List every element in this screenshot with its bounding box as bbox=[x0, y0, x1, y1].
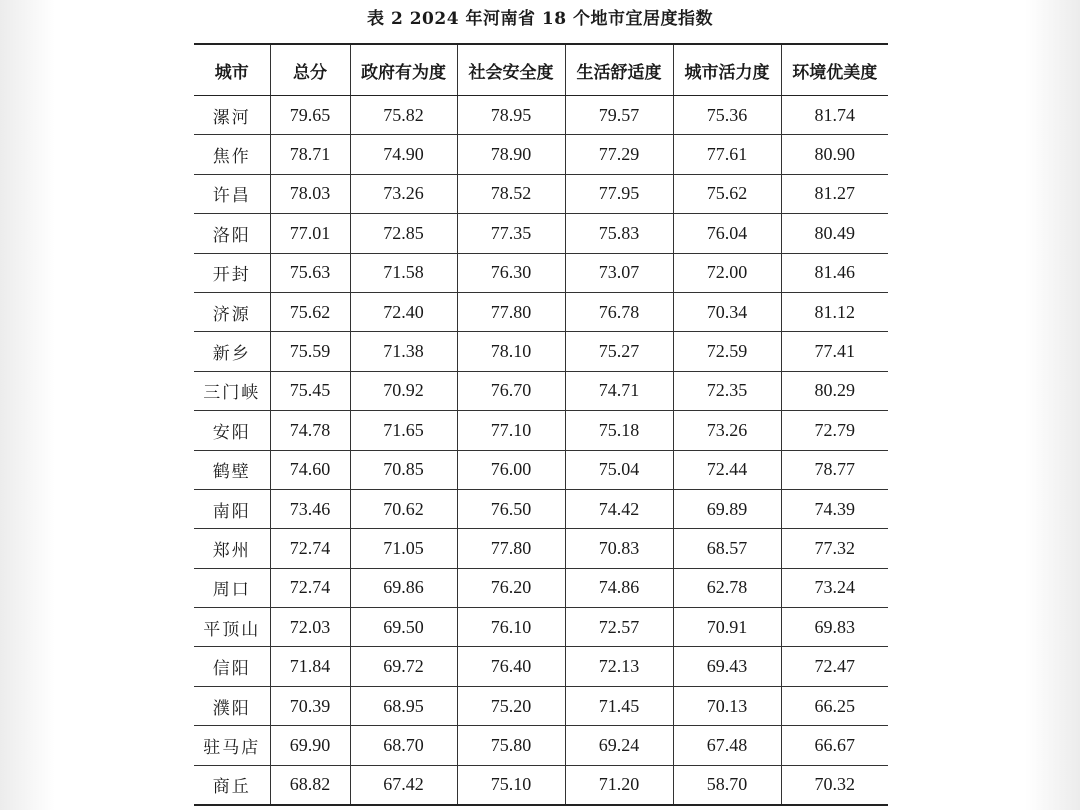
cell-comfort: 77.95 bbox=[565, 174, 673, 213]
cell-comfort: 74.71 bbox=[565, 371, 673, 410]
cell-vitality: 72.35 bbox=[673, 371, 781, 410]
cell-city: 濮阳 bbox=[194, 686, 270, 725]
cell-environment: 72.79 bbox=[781, 411, 888, 450]
header-city: 城市 bbox=[194, 44, 270, 96]
cell-government: 72.40 bbox=[350, 292, 457, 331]
cell-comfort: 72.57 bbox=[565, 608, 673, 647]
table-row bbox=[194, 332, 888, 371]
cell-safety: 76.00 bbox=[457, 450, 565, 489]
cell-total: 75.63 bbox=[270, 253, 350, 292]
header-total: 总分 bbox=[270, 44, 350, 96]
cell-safety: 78.52 bbox=[457, 174, 565, 213]
cell-total: 72.03 bbox=[270, 608, 350, 647]
cell-safety: 76.10 bbox=[457, 608, 565, 647]
cell-vitality: 72.44 bbox=[673, 450, 781, 489]
cell-total: 79.65 bbox=[270, 96, 350, 135]
cell-city: 济源 bbox=[194, 292, 270, 331]
cell-government: 69.50 bbox=[350, 608, 457, 647]
cell-government: 70.85 bbox=[350, 450, 457, 489]
cell-vitality: 75.62 bbox=[673, 174, 781, 213]
table-row bbox=[194, 647, 888, 686]
cell-comfort: 73.07 bbox=[565, 253, 673, 292]
cell-city: 洛阳 bbox=[194, 214, 270, 253]
cell-comfort: 76.78 bbox=[565, 292, 673, 331]
cell-environment: 77.41 bbox=[781, 332, 888, 371]
cell-comfort: 75.27 bbox=[565, 332, 673, 371]
cell-safety: 76.70 bbox=[457, 371, 565, 410]
cell-environment: 74.39 bbox=[781, 489, 888, 528]
table-row bbox=[194, 608, 888, 647]
cell-environment: 78.77 bbox=[781, 450, 888, 489]
cell-safety: 76.30 bbox=[457, 253, 565, 292]
cell-city: 新乡 bbox=[194, 332, 270, 371]
cell-city: 三门峡 bbox=[194, 371, 270, 410]
cell-total: 68.82 bbox=[270, 765, 350, 805]
cell-government: 69.72 bbox=[350, 647, 457, 686]
cell-safety: 77.10 bbox=[457, 411, 565, 450]
header-environment: 环境优美度 bbox=[781, 44, 888, 96]
cell-vitality: 67.48 bbox=[673, 726, 781, 765]
livability-index-table bbox=[194, 43, 888, 806]
cell-environment: 80.90 bbox=[781, 135, 888, 174]
table-row bbox=[194, 489, 888, 528]
cell-city: 南阳 bbox=[194, 489, 270, 528]
cell-environment: 80.29 bbox=[781, 371, 888, 410]
table-row bbox=[194, 174, 888, 213]
cell-safety: 77.80 bbox=[457, 529, 565, 568]
cell-total: 75.45 bbox=[270, 371, 350, 410]
cell-city: 焦作 bbox=[194, 135, 270, 174]
cell-city: 漯河 bbox=[194, 96, 270, 135]
cell-environment: 81.12 bbox=[781, 292, 888, 331]
cell-vitality: 69.43 bbox=[673, 647, 781, 686]
cell-vitality: 75.36 bbox=[673, 96, 781, 135]
cell-government: 70.62 bbox=[350, 489, 457, 528]
cell-vitality: 76.04 bbox=[673, 214, 781, 253]
table-row bbox=[194, 292, 888, 331]
table-row bbox=[194, 253, 888, 292]
table-caption: 表 2 2024 年河南省 18 个地市宜居度指数 bbox=[367, 9, 713, 29]
table-body bbox=[194, 96, 888, 806]
cell-vitality: 70.34 bbox=[673, 292, 781, 331]
cell-total: 73.46 bbox=[270, 489, 350, 528]
table-row bbox=[194, 529, 888, 568]
page-shadow-right bbox=[1025, 0, 1080, 810]
cell-safety: 75.80 bbox=[457, 726, 565, 765]
table-row bbox=[194, 765, 888, 805]
table-header bbox=[194, 44, 888, 96]
cell-government: 72.85 bbox=[350, 214, 457, 253]
table-row bbox=[194, 726, 888, 765]
cell-environment: 66.67 bbox=[781, 726, 888, 765]
cell-city: 驻马店 bbox=[194, 726, 270, 765]
cell-vitality: 72.00 bbox=[673, 253, 781, 292]
cell-total: 70.39 bbox=[270, 686, 350, 725]
cell-environment: 66.25 bbox=[781, 686, 888, 725]
page-shadow-left bbox=[0, 0, 55, 810]
cell-comfort: 74.86 bbox=[565, 568, 673, 607]
cell-government: 71.58 bbox=[350, 253, 457, 292]
table-row bbox=[194, 411, 888, 450]
cell-vitality: 70.13 bbox=[673, 686, 781, 725]
header-government: 政府有为度 bbox=[350, 44, 457, 96]
cell-safety: 78.95 bbox=[457, 96, 565, 135]
cell-environment: 73.24 bbox=[781, 568, 888, 607]
cell-environment: 81.27 bbox=[781, 174, 888, 213]
cell-total: 75.59 bbox=[270, 332, 350, 371]
cell-comfort: 75.83 bbox=[565, 214, 673, 253]
cell-government: 67.42 bbox=[350, 765, 457, 805]
table-row bbox=[194, 568, 888, 607]
table-row bbox=[194, 214, 888, 253]
cell-safety: 78.10 bbox=[457, 332, 565, 371]
cell-government: 75.82 bbox=[350, 96, 457, 135]
cell-total: 72.74 bbox=[270, 568, 350, 607]
cell-environment: 80.49 bbox=[781, 214, 888, 253]
cell-vitality: 58.70 bbox=[673, 765, 781, 805]
cell-safety: 75.10 bbox=[457, 765, 565, 805]
cell-total: 74.60 bbox=[270, 450, 350, 489]
cell-government: 69.86 bbox=[350, 568, 457, 607]
cell-comfort: 77.29 bbox=[565, 135, 673, 174]
cell-government: 70.92 bbox=[350, 371, 457, 410]
cell-city: 郑州 bbox=[194, 529, 270, 568]
cell-comfort: 75.18 bbox=[565, 411, 673, 450]
cell-environment: 81.46 bbox=[781, 253, 888, 292]
cell-total: 69.90 bbox=[270, 726, 350, 765]
cell-environment: 81.74 bbox=[781, 96, 888, 135]
cell-vitality: 72.59 bbox=[673, 332, 781, 371]
cell-government: 71.38 bbox=[350, 332, 457, 371]
cell-comfort: 72.13 bbox=[565, 647, 673, 686]
cell-city: 平顶山 bbox=[194, 608, 270, 647]
cell-environment: 69.83 bbox=[781, 608, 888, 647]
cell-comfort: 75.04 bbox=[565, 450, 673, 489]
table-row bbox=[194, 450, 888, 489]
cell-city: 许昌 bbox=[194, 174, 270, 213]
cell-city: 鹤壁 bbox=[194, 450, 270, 489]
cell-comfort: 70.83 bbox=[565, 529, 673, 568]
cell-safety: 76.40 bbox=[457, 647, 565, 686]
cell-total: 75.62 bbox=[270, 292, 350, 331]
header-vitality: 城市活力度 bbox=[673, 44, 781, 96]
cell-vitality: 68.57 bbox=[673, 529, 781, 568]
cell-government: 68.95 bbox=[350, 686, 457, 725]
cell-environment: 77.32 bbox=[781, 529, 888, 568]
table-row bbox=[194, 686, 888, 725]
cell-government: 71.05 bbox=[350, 529, 457, 568]
cell-city: 商丘 bbox=[194, 765, 270, 805]
cell-vitality: 69.89 bbox=[673, 489, 781, 528]
cell-comfort: 79.57 bbox=[565, 96, 673, 135]
cell-safety: 76.50 bbox=[457, 489, 565, 528]
cell-government: 74.90 bbox=[350, 135, 457, 174]
cell-safety: 76.20 bbox=[457, 568, 565, 607]
cell-environment: 72.47 bbox=[781, 647, 888, 686]
cell-comfort: 69.24 bbox=[565, 726, 673, 765]
cell-vitality: 77.61 bbox=[673, 135, 781, 174]
cell-comfort: 71.45 bbox=[565, 686, 673, 725]
cell-city: 周口 bbox=[194, 568, 270, 607]
cell-comfort: 71.20 bbox=[565, 765, 673, 805]
cell-total: 78.03 bbox=[270, 174, 350, 213]
cell-city: 信阳 bbox=[194, 647, 270, 686]
cell-city: 开封 bbox=[194, 253, 270, 292]
cell-safety: 77.35 bbox=[457, 214, 565, 253]
cell-government: 73.26 bbox=[350, 174, 457, 213]
cell-total: 78.71 bbox=[270, 135, 350, 174]
table-row bbox=[194, 371, 888, 410]
cell-total: 74.78 bbox=[270, 411, 350, 450]
cell-total: 77.01 bbox=[270, 214, 350, 253]
table-row bbox=[194, 135, 888, 174]
table-row bbox=[194, 96, 888, 135]
cell-comfort: 74.42 bbox=[565, 489, 673, 528]
cell-safety: 78.90 bbox=[457, 135, 565, 174]
cell-government: 68.70 bbox=[350, 726, 457, 765]
cell-city: 安阳 bbox=[194, 411, 270, 450]
cell-vitality: 62.78 bbox=[673, 568, 781, 607]
header-comfort: 生活舒适度 bbox=[565, 44, 673, 96]
cell-safety: 77.80 bbox=[457, 292, 565, 331]
cell-government: 71.65 bbox=[350, 411, 457, 450]
cell-vitality: 70.91 bbox=[673, 608, 781, 647]
header-row bbox=[194, 44, 888, 96]
cell-environment: 70.32 bbox=[781, 765, 888, 805]
cell-vitality: 73.26 bbox=[673, 411, 781, 450]
cell-safety: 75.20 bbox=[457, 686, 565, 725]
cell-total: 71.84 bbox=[270, 647, 350, 686]
header-safety: 社会安全度 bbox=[457, 44, 565, 96]
cell-total: 72.74 bbox=[270, 529, 350, 568]
